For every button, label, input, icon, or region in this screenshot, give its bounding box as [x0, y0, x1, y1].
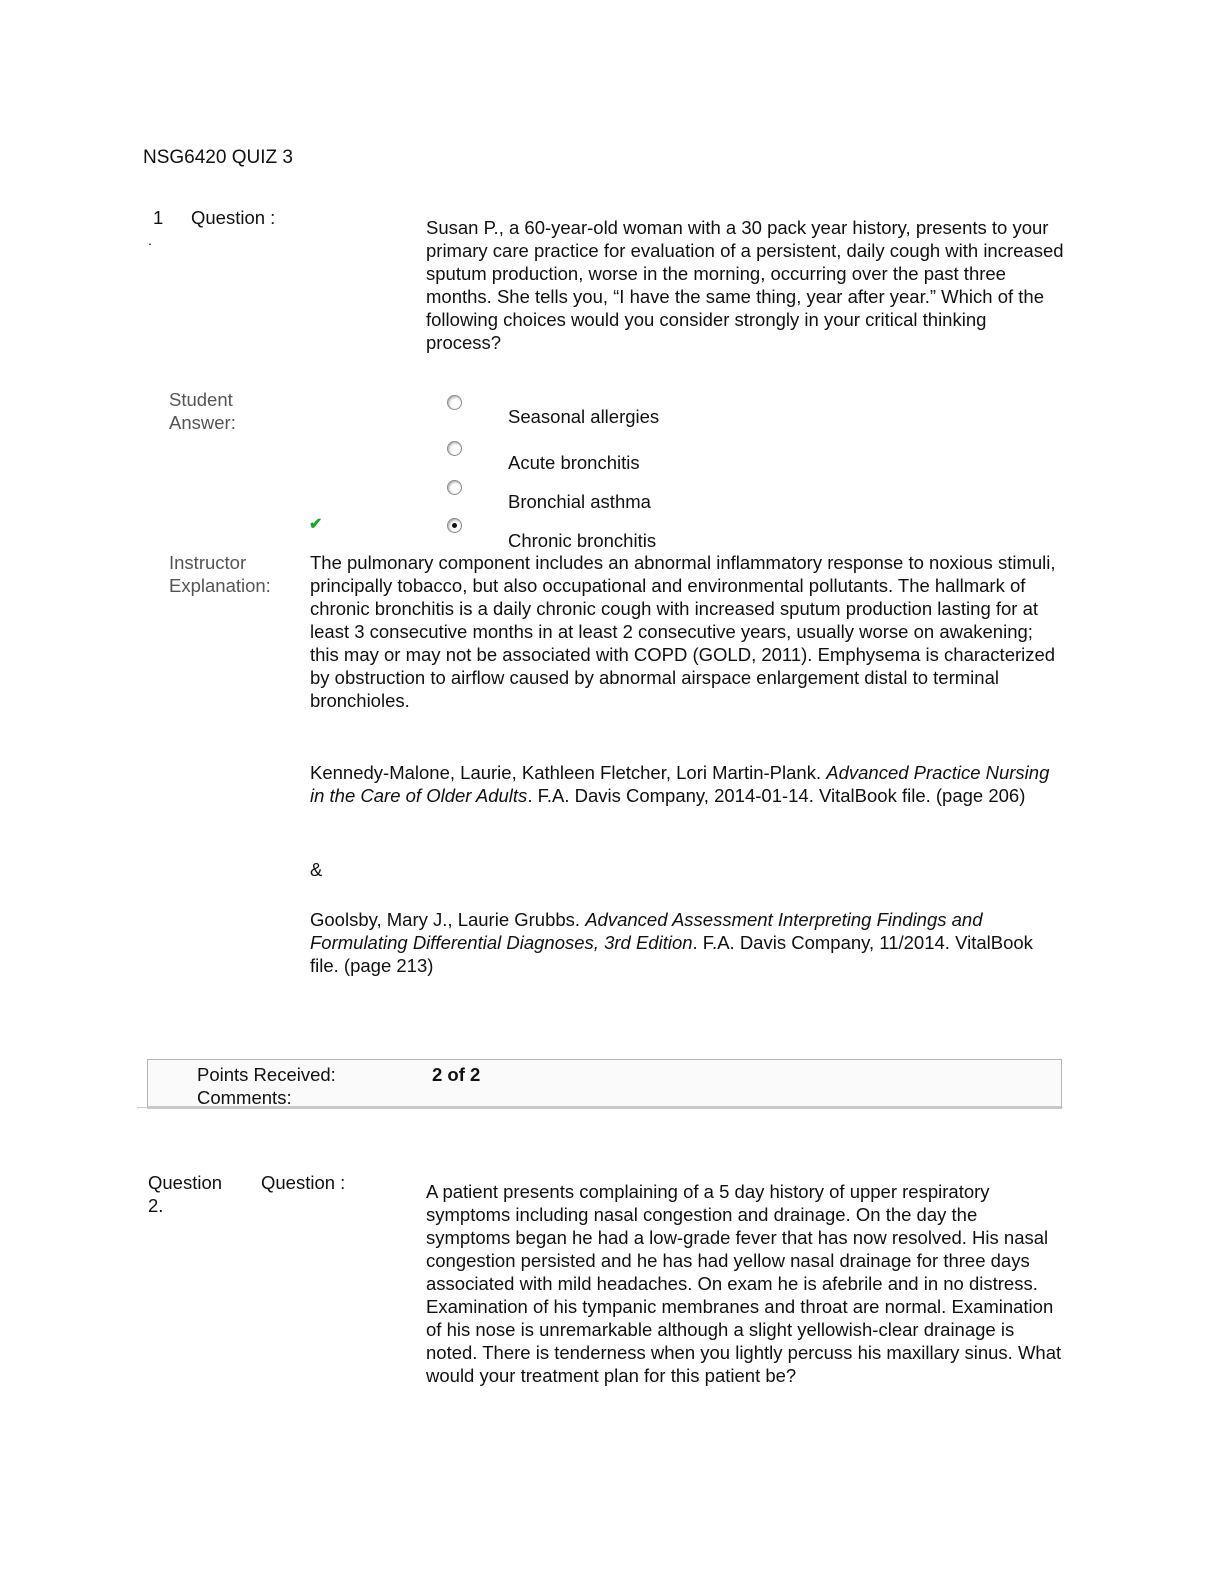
question-2-text: A patient presents complaining of a 5 day history of upper respiratory symptoms including nasal congestion and drainage. On the day the symptoms began he had a low-grade fever that has now resolved. His nasal congestion persisted and he has had yellow nasal drainage for three days associated with mild headaches. On exam he is afebrile and in no distress. Examination of his tympanic membranes and throat are normal. Examination of his nose is unremarkable although a slight yellowish-clear drainage is noted. There is tenderness when you lightly percuss his maxillary sinus. What would your treatment plan for this patient be?	[426, 1181, 1062, 1386]
reference-2-authors: Goolsby, Mary J., Laurie Grubbs.	[310, 909, 586, 930]
option-label-2: Acute bronchitis	[508, 452, 640, 473]
option-radio-2[interactable]	[447, 441, 462, 456]
option-radio-3[interactable]	[447, 480, 462, 495]
reference-2-title: Advanced Assessment Interpreting Findings and Formulating Differential Diagnoses, 3rd Edition	[310, 909, 983, 953]
option-radio-1[interactable]	[447, 395, 462, 410]
comments-label: Comments:	[197, 1087, 292, 1108]
option-label-1: Seasonal allergies	[508, 406, 660, 427]
question-2-label: Question :	[261, 1172, 346, 1193]
question-1-text: Susan P., a 60-year-old woman with a 30 pack year history, presents to your primary care practice for evaluation of a persistent, daily cough with increased sputum production, worse in the morning, occurring over the past three months. She tells you, “I have the same thing, year after year.” Which of the following choices would you consider strongly in your critical thinking process?	[426, 217, 1064, 353]
question-2-number: Question 2.	[148, 1172, 223, 1216]
ampersand: &	[310, 859, 323, 880]
reference-1-title: Advanced Practice Nursing in the Care of Older Adults	[310, 762, 1050, 806]
instructor-explanation-text: The pulmonary component includes an abnormal inflammatory response to noxious stimuli, principally tobacco, but also occupational and environmental pollutants. The hallmark of chronic bronchitis is a daily chronic cough with increased sputum production lasting for at least 3 consecutive months in at least 2 consecutive years, usually worse on awakening; this may or may not be associated with COPD (GOLD, 2011). Emphysema is characterized by obstruction to airflow caused by abnormal airspace enlargement distal to terminal bronchioles.	[310, 552, 1056, 711]
option-label-3: Bronchial asthma	[508, 491, 651, 512]
instructor-explanation-label: Instructor Explanation:	[169, 552, 271, 596]
document-title: NSG6420 QUIZ 3	[143, 147, 293, 168]
points-received-value: 2 of 2	[432, 1064, 481, 1085]
option-label-4: Chronic bronchitis	[508, 530, 657, 551]
reference-2-details: . F.A. Davis Company, 11/2014. VitalBook file. (page 213)	[310, 932, 1033, 976]
reference-1-details: . F.A. Davis Company, 2014-01-14. VitalBook file. (page 206)	[527, 785, 1026, 806]
option-radio-4[interactable]	[447, 518, 462, 533]
reference-1-authors: Kennedy-Malone, Laurie, Kathleen Fletcher, Lori Martin-Plank.	[310, 762, 827, 783]
correct-check-icon: ✔	[309, 516, 323, 533]
reference-1	[310, 761, 1060, 807]
points-received-label: Points Received:	[197, 1064, 336, 1085]
question-1-number: 1	[153, 207, 164, 228]
student-answer-label: Student Answer:	[169, 389, 236, 433]
reference-2	[310, 908, 1050, 977]
question-1-label: Question :	[191, 207, 276, 228]
question-1-number-suffix: .	[148, 232, 152, 248]
